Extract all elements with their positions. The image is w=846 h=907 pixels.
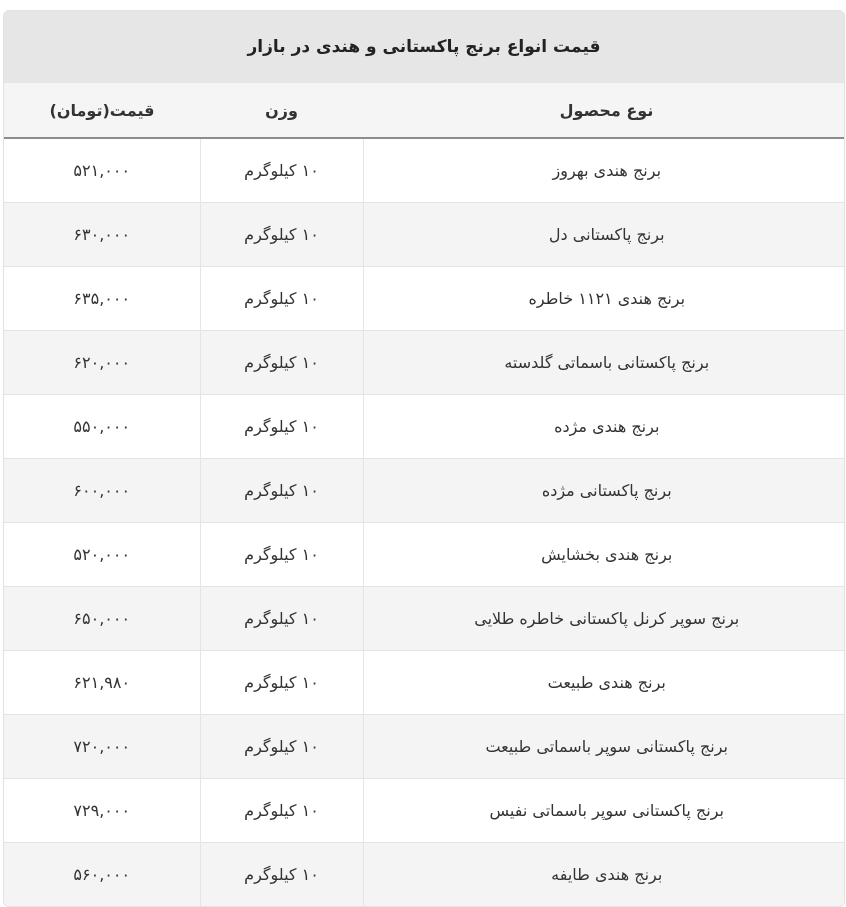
cell-weight: ۱۰ کیلوگرم [200,138,363,203]
cell-product: برنج پاکستانی دل [363,203,845,267]
table-row [4,651,845,715]
table-row [4,523,845,587]
header-row [4,83,845,138]
header-price: قیمت(تومان) [4,83,200,138]
table-row [4,459,845,523]
cell-price: ۵۶۰,۰۰۰ [4,843,200,907]
cell-price: ۷۲۰,۰۰۰ [4,715,200,779]
cell-weight: ۱۰ کیلوگرم [200,203,363,267]
cell-weight: ۱۰ کیلوگرم [200,523,363,587]
cell-weight: ۱۰ کیلوگرم [200,459,363,523]
cell-price: ۶۲۱,۹۸۰ [4,651,200,715]
table-row [4,267,845,331]
cell-product: برنج هندی بهروز [363,138,845,203]
table-row [4,779,845,843]
price-table [4,83,845,906]
cell-price: ۶۵۰,۰۰۰ [4,587,200,651]
header-product: نوع محصول [363,83,845,138]
cell-price: ۶۳۰,۰۰۰ [4,203,200,267]
cell-weight: ۱۰ کیلوگرم [200,715,363,779]
table-row [4,331,845,395]
table-row [4,395,845,459]
cell-price: ۷۲۹,۰۰۰ [4,779,200,843]
cell-product: برنج هندی طبیعت [363,651,845,715]
cell-product: برنج پاکستانی سوپر باسماتی طبیعت [363,715,845,779]
table-title: قیمت انواع برنج پاکستانی و هندی در بازار [4,11,844,83]
cell-weight: ۱۰ کیلوگرم [200,331,363,395]
cell-product: برنج هندی ۱۱۲۱ خاطره [363,267,845,331]
table-row [4,203,845,267]
table-row [4,715,845,779]
cell-price: ۶۰۰,۰۰۰ [4,459,200,523]
cell-product: برنج هندی مژده [363,395,845,459]
cell-product: برنج پاکستانی مژده [363,459,845,523]
cell-price: ۵۵۰,۰۰۰ [4,395,200,459]
cell-weight: ۱۰ کیلوگرم [200,267,363,331]
cell-price: ۵۲۱,۰۰۰ [4,138,200,203]
cell-product: برنج هندی بخشایش [363,523,845,587]
cell-price: ۶۳۵,۰۰۰ [4,267,200,331]
table-row [4,138,845,203]
price-table-container [3,10,845,907]
table-row [4,843,845,907]
cell-product: برنج هندی طایفه [363,843,845,907]
cell-weight: ۱۰ کیلوگرم [200,843,363,907]
header-weight: وزن [200,83,363,138]
cell-product: برنج پاکستانی باسماتی گلدسته [363,331,845,395]
table-row [4,587,845,651]
cell-weight: ۱۰ کیلوگرم [200,587,363,651]
cell-weight: ۱۰ کیلوگرم [200,395,363,459]
cell-weight: ۱۰ کیلوگرم [200,651,363,715]
cell-price: ۶۲۰,۰۰۰ [4,331,200,395]
cell-product: برنج پاکستانی سوپر باسماتی نفیس [363,779,845,843]
cell-price: ۵۲۰,۰۰۰ [4,523,200,587]
cell-weight: ۱۰ کیلوگرم [200,779,363,843]
cell-product: برنج سوپر کرنل پاکستانی خاطره طلایی [363,587,845,651]
